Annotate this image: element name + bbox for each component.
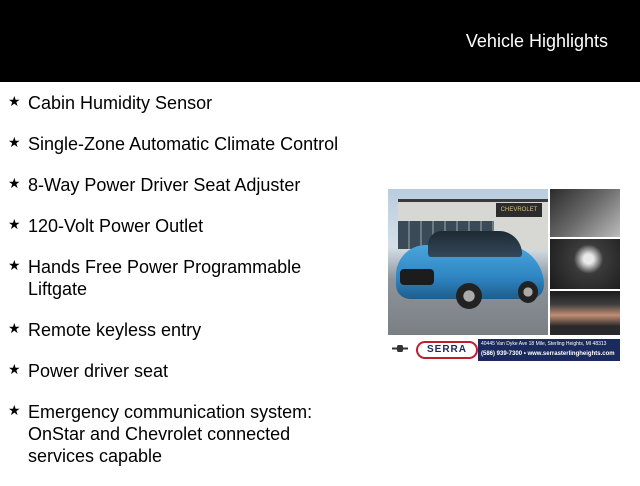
star-icon: ★ xyxy=(8,176,21,192)
page-title: Vehicle Highlights xyxy=(465,31,608,51)
dealer-logo: SERRA xyxy=(416,341,478,359)
list-item xyxy=(8,174,368,196)
list-item xyxy=(8,133,368,155)
interior-thumbnail xyxy=(550,189,620,237)
feature-label: Power driver seat xyxy=(28,361,169,381)
star-icon: ★ xyxy=(8,362,21,378)
feature-label: 120-Volt Power Outlet xyxy=(28,216,204,236)
interior-thumbnail xyxy=(550,291,620,335)
star-icon: ★ xyxy=(8,321,21,337)
dealer-address xyxy=(478,339,620,361)
star-icon: ★ xyxy=(8,403,21,419)
star-icon: ★ xyxy=(8,94,21,110)
list-item xyxy=(8,256,328,300)
car-grille xyxy=(400,269,434,285)
list-item xyxy=(8,215,368,237)
car-wheel xyxy=(456,283,482,309)
star-icon: ★ xyxy=(8,217,21,233)
feature-label: 8-Way Power Driver Seat Adjuster xyxy=(28,175,301,195)
list-item xyxy=(8,401,328,467)
feature-label: Cabin Humidity Sensor xyxy=(28,93,213,113)
list-item xyxy=(8,319,368,341)
vehicle-photo xyxy=(388,189,620,363)
feature-label: Single-Zone Automatic Climate Control xyxy=(28,134,339,154)
feature-label: Emergency communication system: OnStar and Chevrolet connected services capable xyxy=(28,402,313,466)
star-icon: ★ xyxy=(8,258,21,274)
feature-label: Remote keyless entry xyxy=(28,320,202,340)
dealer-phone-line: (586) 939-7300 • www.serrasterlingheights.com xyxy=(481,351,615,357)
chevrolet-bowtie-logo xyxy=(392,345,408,352)
vehicle-exterior-photo xyxy=(388,189,548,335)
car-roof xyxy=(428,231,522,257)
header-bar xyxy=(0,0,640,82)
dealership-sign: CHEVROLET xyxy=(496,203,542,217)
list-item xyxy=(8,360,368,382)
list-item xyxy=(8,92,368,114)
feature-list xyxy=(8,92,368,486)
star-icon: ★ xyxy=(8,135,21,151)
feature-label: Hands Free Power Programmable Liftgate xyxy=(28,257,302,299)
dealer-address-line: 40445 Van Dyke Ave 18 Mile, Sterling Heights, MI 48313 xyxy=(481,341,607,347)
car-wheel xyxy=(518,281,538,303)
dealer-banner xyxy=(388,337,620,363)
interior-thumbnail xyxy=(550,239,620,289)
